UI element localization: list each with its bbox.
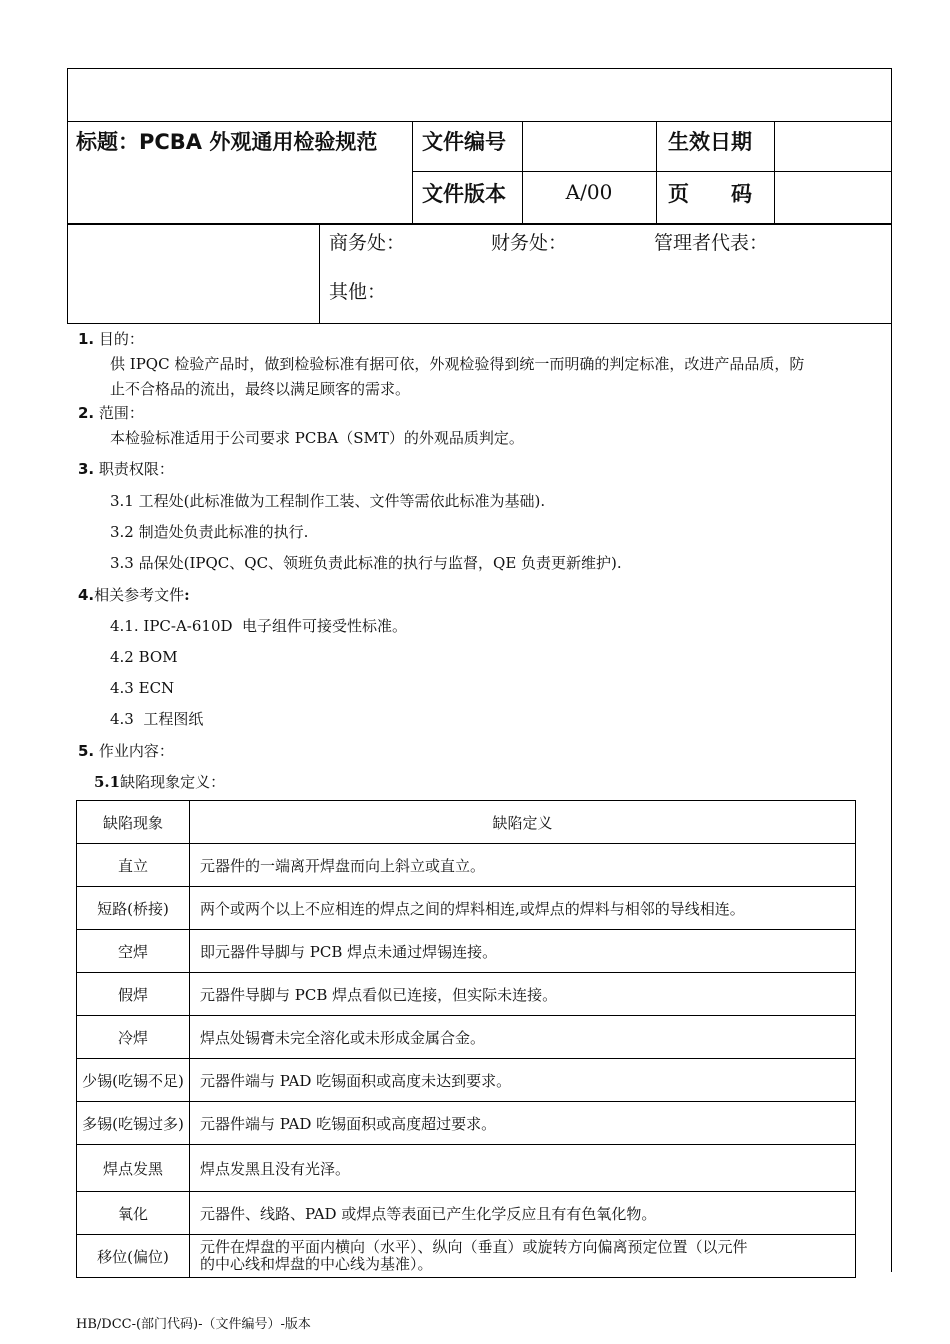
- approval-bottom-border: [67, 323, 892, 324]
- defect-definition: 两个或两个以上不应相连的焊点之间的焊料相连,或焊点的焊料与相邻的导线相连。: [190, 887, 856, 930]
- defect-definition: 焊点发黑且没有光泽。: [190, 1145, 856, 1192]
- section-3-title: 职责权限：: [98, 460, 174, 478]
- approval-mgmt-rep: 管理者代表：: [654, 232, 769, 254]
- header-vline-3: [656, 121, 657, 224]
- section-3-item: 3.3 品保处(IPQC、QC、领班负责此标准的执行与监督，QE 负责更新维护).: [110, 554, 622, 572]
- page-label: 页 码: [668, 182, 752, 206]
- section-5-number: 5.: [78, 742, 95, 760]
- defect-definition: 元器件端与 PAD 吃锡面积或高度未达到要求。: [190, 1059, 856, 1102]
- header-vline-4: [774, 121, 775, 224]
- defect-definition: 元器件、线路、PAD 或焊点等表面已产生化学反应且有有色氧化物。: [190, 1192, 856, 1235]
- approval-business: 商务处：: [329, 232, 406, 254]
- version-value: A/00: [565, 180, 613, 204]
- header-cell-phenomenon: 缺陷现象: [77, 801, 190, 844]
- header-mid-divider: [412, 171, 892, 172]
- section-4-item: 4.3 工程图纸: [110, 710, 204, 728]
- section-5-heading: [78, 742, 174, 760]
- table-row: [77, 1102, 856, 1145]
- header-vline-2: [522, 121, 523, 224]
- table-row: [77, 844, 856, 887]
- defect-definition: 元器件端与 PAD 吃锡面积或高度超过要求。: [190, 1102, 856, 1145]
- header-vline-1: [412, 121, 413, 224]
- defect-definition-line-2: 的中心线和焊盘的中心线为基准）。: [200, 1255, 433, 1273]
- section-1-text-line-2: 止不合格品的流出，最终以满足顾客的需求。: [110, 380, 411, 398]
- section-2-heading: [78, 404, 144, 422]
- section-5-1-title: 缺陷现象定义：: [120, 773, 226, 791]
- effective-date-label: 生效日期: [668, 130, 752, 154]
- section-4-heading: [78, 586, 190, 604]
- defect-name: 移位(偏位): [77, 1235, 190, 1278]
- section-2-text: 本检验标准适用于公司要求 PCBA（SMT）的外观品质判定。: [110, 429, 524, 447]
- section-4-item: 4.1. IPC-A-610D 电子组件可接受性标准。: [110, 617, 408, 635]
- doc-title: 标题：PCBA 外观通用检验规范: [76, 130, 378, 154]
- section-2-title: 范围：: [98, 404, 144, 422]
- defect-definition: 即元器件导脚与 PCB 焊点未通过焊锡连接。: [190, 930, 856, 973]
- section-3-item: 3.2 制造处负责此标准的执行.: [110, 523, 309, 541]
- table-row: [77, 1145, 856, 1192]
- header-left-border: [67, 68, 68, 324]
- section-2-number: 2.: [78, 404, 95, 422]
- table-row: [77, 1059, 856, 1102]
- approval-finance: 财务处：: [491, 232, 568, 254]
- section-1-number: 1.: [78, 330, 95, 348]
- defect-name: 少锡(吃锡不足): [77, 1059, 190, 1102]
- defect-name: 焊点发黑: [77, 1145, 190, 1192]
- approval-vline: [319, 224, 320, 324]
- section-4-colon: :: [184, 586, 190, 604]
- header-cell-definition: 缺陷定义: [190, 801, 856, 844]
- section-4-title: 相关参考文件: [94, 586, 185, 604]
- section-5-1-heading: [94, 773, 225, 791]
- section-5-1-number: 5.1: [94, 773, 121, 791]
- defect-definition: 焊点处锡膏未完全溶化或未形成金属合金。: [190, 1016, 856, 1059]
- table-row: [77, 1235, 856, 1278]
- section-3-number: 3.: [78, 460, 95, 478]
- table-row: [77, 1016, 856, 1059]
- defect-definition: 元器件导脚与 PCB 焊点看似已连接，但实际未连接。: [190, 973, 856, 1016]
- defect-name: 假焊: [77, 973, 190, 1016]
- section-3-heading: [78, 460, 174, 478]
- section-1-text-line-1: 供 IPQC 检验产品时，做到检验标准有据可依，外观检验得到统一而明确的判定标准，改进产品品质，防: [110, 355, 805, 373]
- defect-name: 冷焊: [77, 1016, 190, 1059]
- section-1-heading: [78, 330, 144, 348]
- approval-other: 其他：: [329, 281, 387, 303]
- section-4-number: 4.: [78, 586, 95, 604]
- table-row: [77, 930, 856, 973]
- section-5-title: 作业内容：: [98, 742, 174, 760]
- defect-name: 空焊: [77, 930, 190, 973]
- table-row: [77, 887, 856, 930]
- header-right-border: [891, 68, 892, 324]
- table-row: [77, 973, 856, 1016]
- defect-name: 直立: [77, 844, 190, 887]
- doc-no-label: 文件编号: [422, 130, 506, 154]
- defect-definition-table: [76, 800, 856, 1278]
- header-top-border: [67, 68, 892, 69]
- footer-doc-code: HB/DCC-(部门代码)-（文件编号）-版本: [76, 1317, 311, 1332]
- header-divider: [67, 121, 892, 122]
- section-3-item: 3.1 工程处(此标准做为工程制作工装、文件等需依此标准为基础).: [110, 492, 546, 510]
- approval-top-border: [67, 223, 892, 225]
- defect-definition: [190, 1235, 856, 1278]
- defect-name: 多锡(吃锡过多): [77, 1102, 190, 1145]
- page-right-border: [891, 324, 892, 1272]
- defect-definition: 元器件的一端离开焊盘而向上斜立或直立。: [190, 844, 856, 887]
- defect-definition-line-1: 元件在焊盘的平面内横向（水平）、纵向（垂直）或旋转方向偏离预定位置（以元件: [200, 1238, 748, 1256]
- table-header-row: [77, 801, 856, 844]
- table-row: [77, 1192, 856, 1235]
- defect-name: 氧化: [77, 1192, 190, 1235]
- defect-name: 短路(桥接): [77, 887, 190, 930]
- section-4-item: 4.2 BOM: [110, 648, 178, 666]
- section-4-item: 4.3 ECN: [110, 679, 175, 697]
- version-label: 文件版本: [422, 182, 506, 206]
- section-1-title: 目的：: [98, 330, 144, 348]
